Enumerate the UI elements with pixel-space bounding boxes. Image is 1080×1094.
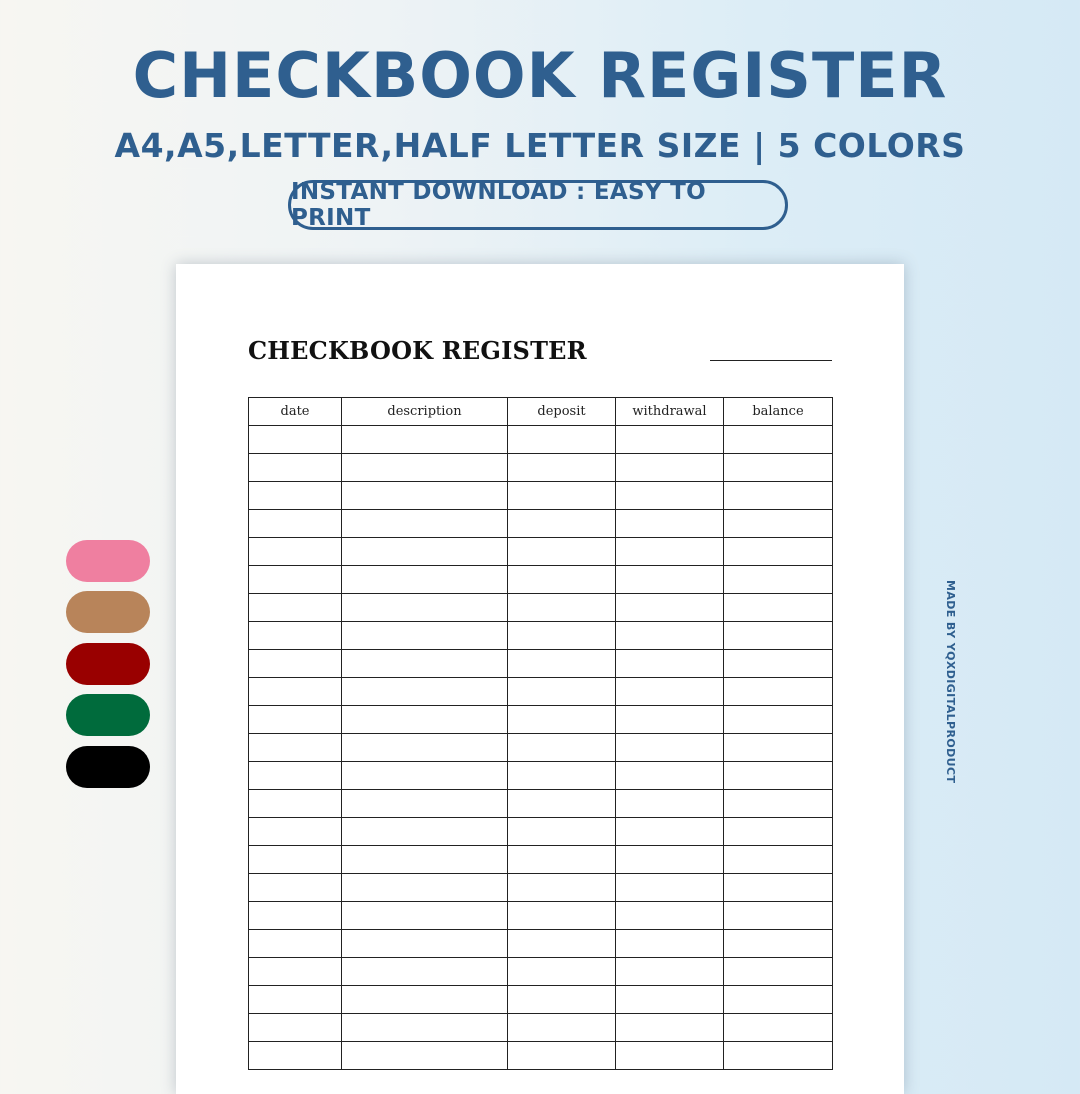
table-row — [249, 818, 833, 846]
cell-description — [342, 678, 508, 706]
color-swatch-green[interactable] — [66, 694, 150, 736]
cell-description — [342, 1014, 508, 1042]
cell-deposit — [508, 1014, 616, 1042]
table-header-row — [249, 398, 833, 426]
cell-withdrawal — [616, 594, 724, 622]
table-row — [249, 734, 833, 762]
cell-date — [249, 1042, 342, 1070]
column-header-deposit: deposit — [508, 398, 616, 426]
cell-deposit — [508, 958, 616, 986]
table-row — [249, 958, 833, 986]
table-row — [249, 650, 833, 678]
cell-date — [249, 566, 342, 594]
hero-title: CHECKBOOK REGISTER — [132, 39, 948, 112]
cell-date — [249, 846, 342, 874]
cell-withdrawal — [616, 538, 724, 566]
cell-description — [342, 874, 508, 902]
cell-date — [249, 930, 342, 958]
cell-balance — [724, 902, 833, 930]
cell-deposit — [508, 426, 616, 454]
cell-withdrawal — [616, 818, 724, 846]
table-row — [249, 622, 833, 650]
table-row — [249, 1014, 833, 1042]
color-swatch-red[interactable] — [66, 643, 150, 685]
table-row — [249, 566, 833, 594]
cell-balance — [724, 818, 833, 846]
instant-download-badge — [288, 180, 788, 230]
cell-deposit — [508, 594, 616, 622]
register-body — [249, 426, 833, 1070]
cell-balance — [724, 1042, 833, 1070]
cell-deposit — [508, 790, 616, 818]
creator-credit: MADE BY YQXDIGITALPRODUCT — [944, 580, 957, 784]
cell-date — [249, 706, 342, 734]
cell-description — [342, 986, 508, 1014]
cell-deposit — [508, 1042, 616, 1070]
cell-balance — [724, 650, 833, 678]
cell-deposit — [508, 930, 616, 958]
table-row — [249, 874, 833, 902]
table-row — [249, 902, 833, 930]
cell-withdrawal — [616, 454, 724, 482]
cell-withdrawal — [616, 790, 724, 818]
table-row — [249, 454, 833, 482]
column-header-withdrawal: withdrawal — [616, 398, 724, 426]
cell-date — [249, 538, 342, 566]
cell-withdrawal — [616, 678, 724, 706]
cell-description — [342, 594, 508, 622]
cell-withdrawal — [616, 566, 724, 594]
cell-withdrawal — [616, 510, 724, 538]
cell-date — [249, 594, 342, 622]
table-row — [249, 790, 833, 818]
cell-withdrawal — [616, 902, 724, 930]
cell-deposit — [508, 818, 616, 846]
cell-withdrawal — [616, 846, 724, 874]
table-row — [249, 762, 833, 790]
cell-description — [342, 790, 508, 818]
sheet-name-line — [710, 360, 832, 361]
table-row — [249, 594, 833, 622]
cell-description — [342, 538, 508, 566]
cell-description — [342, 902, 508, 930]
table-row — [249, 510, 833, 538]
cell-date — [249, 958, 342, 986]
cell-date — [249, 818, 342, 846]
cell-date — [249, 650, 342, 678]
cell-balance — [724, 594, 833, 622]
table-row — [249, 538, 833, 566]
cell-withdrawal — [616, 706, 724, 734]
cell-deposit — [508, 762, 616, 790]
hero-subtitle: A4,A5,LETTER,HALF LETTER SIZE | 5 COLORS — [114, 126, 966, 165]
cell-deposit — [508, 678, 616, 706]
printable-sheet-preview — [176, 264, 904, 1094]
cell-description — [342, 958, 508, 986]
cell-description — [342, 1042, 508, 1070]
column-header-date: date — [249, 398, 342, 426]
cell-description — [342, 650, 508, 678]
cell-withdrawal — [616, 734, 724, 762]
cell-deposit — [508, 650, 616, 678]
cell-balance — [724, 1014, 833, 1042]
cell-description — [342, 510, 508, 538]
cell-date — [249, 510, 342, 538]
table-row — [249, 706, 833, 734]
cell-date — [249, 790, 342, 818]
cell-deposit — [508, 482, 616, 510]
table-row — [249, 678, 833, 706]
cell-withdrawal — [616, 1014, 724, 1042]
cell-withdrawal — [616, 930, 724, 958]
cell-date — [249, 986, 342, 1014]
cell-balance — [724, 790, 833, 818]
cell-balance — [724, 846, 833, 874]
cell-balance — [724, 426, 833, 454]
color-swatch-tan[interactable] — [66, 591, 150, 633]
cell-balance — [724, 510, 833, 538]
cell-deposit — [508, 454, 616, 482]
cell-date — [249, 426, 342, 454]
cell-balance — [724, 538, 833, 566]
cell-description — [342, 846, 508, 874]
table-row — [249, 986, 833, 1014]
cell-withdrawal — [616, 622, 724, 650]
cell-balance — [724, 706, 833, 734]
cell-balance — [724, 874, 833, 902]
cell-balance — [724, 482, 833, 510]
cell-withdrawal — [616, 958, 724, 986]
cell-date — [249, 454, 342, 482]
cell-withdrawal — [616, 986, 724, 1014]
cell-date — [249, 902, 342, 930]
cell-withdrawal — [616, 762, 724, 790]
table-row — [249, 846, 833, 874]
column-header-balance: balance — [724, 398, 833, 426]
cell-date — [249, 622, 342, 650]
cell-description — [342, 706, 508, 734]
cell-balance — [724, 986, 833, 1014]
cell-balance — [724, 958, 833, 986]
cell-deposit — [508, 986, 616, 1014]
cell-balance — [724, 734, 833, 762]
cell-withdrawal — [616, 1042, 724, 1070]
cell-deposit — [508, 734, 616, 762]
cell-description — [342, 734, 508, 762]
cell-description — [342, 426, 508, 454]
cell-date — [249, 734, 342, 762]
sheet-title: CHECKBOOK REGISTER — [248, 336, 587, 365]
cell-balance — [724, 454, 833, 482]
cell-description — [342, 454, 508, 482]
cell-withdrawal — [616, 650, 724, 678]
cell-description — [342, 930, 508, 958]
cell-deposit — [508, 622, 616, 650]
cell-description — [342, 482, 508, 510]
cell-balance — [724, 678, 833, 706]
register-table — [248, 397, 833, 1070]
cell-deposit — [508, 874, 616, 902]
cell-description — [342, 762, 508, 790]
cell-balance — [724, 762, 833, 790]
table-row — [249, 482, 833, 510]
cell-deposit — [508, 510, 616, 538]
table-row — [249, 930, 833, 958]
cell-balance — [724, 930, 833, 958]
color-swatch-black[interactable] — [66, 746, 150, 788]
cell-deposit — [508, 902, 616, 930]
cell-deposit — [508, 706, 616, 734]
cell-date — [249, 678, 342, 706]
color-swatch-pink[interactable] — [66, 540, 150, 582]
cell-balance — [724, 622, 833, 650]
cell-date — [249, 874, 342, 902]
cell-description — [342, 622, 508, 650]
instant-download-label: INSTANT DOWNLOAD : EASY TO PRINT — [291, 179, 706, 231]
cell-description — [342, 566, 508, 594]
cell-date — [249, 482, 342, 510]
cell-deposit — [508, 538, 616, 566]
cell-deposit — [508, 566, 616, 594]
cell-withdrawal — [616, 874, 724, 902]
table-row — [249, 1042, 833, 1070]
cell-withdrawal — [616, 426, 724, 454]
column-header-description: description — [342, 398, 508, 426]
cell-description — [342, 818, 508, 846]
cell-withdrawal — [616, 482, 724, 510]
cell-date — [249, 1014, 342, 1042]
cell-balance — [724, 566, 833, 594]
cell-deposit — [508, 846, 616, 874]
cell-date — [249, 762, 342, 790]
table-row — [249, 426, 833, 454]
